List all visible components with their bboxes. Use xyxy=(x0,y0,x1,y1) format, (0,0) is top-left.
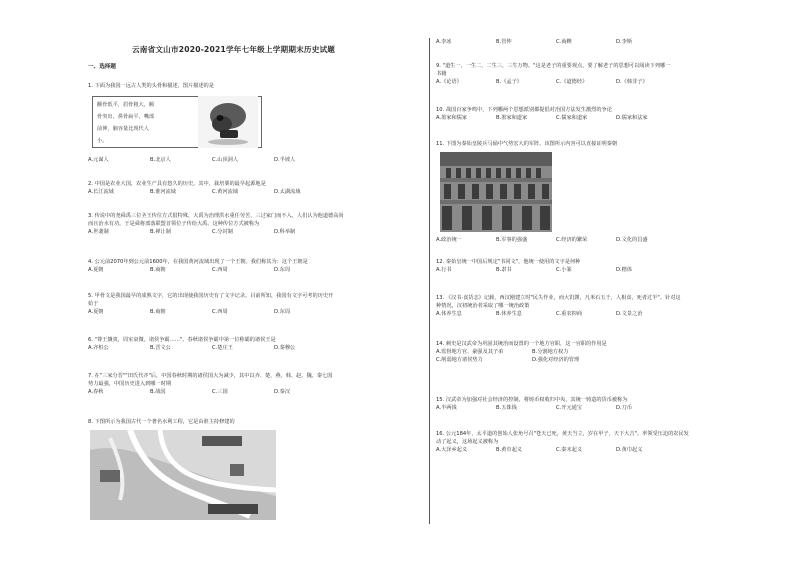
question-stem: 始于 xyxy=(88,301,99,307)
options-q7 xyxy=(88,388,336,396)
option-a[interactable]: A.齐桓公 xyxy=(88,345,109,351)
options-q9 xyxy=(436,78,676,86)
question-4 xyxy=(88,258,336,274)
option-b[interactable]: B.商朝 xyxy=(150,267,166,273)
option-b[interactable]: B.五铢钱 xyxy=(496,405,517,411)
question-12 xyxy=(436,258,676,274)
option-c[interactable]: C.秦末起义 xyxy=(556,447,583,453)
quote-line: 前伸，脑容量比现代人 xyxy=(97,126,149,132)
option-c[interactable]: C.楚庄王 xyxy=(212,345,233,351)
column-divider xyxy=(429,38,430,524)
option-a[interactable]: A.《论语》 xyxy=(436,79,462,85)
question-stem: 5. 甲骨文是我国最早的成熟文字，它的出现使我国历史有了文字记录。目前所知，我国有文字可考的历史开 xyxy=(88,293,334,299)
question-8 xyxy=(88,418,235,426)
option-a[interactable]: A.春秋 xyxy=(88,389,104,395)
options-q15 xyxy=(436,404,676,412)
option-d[interactable]: D.文化的昌盛 xyxy=(616,237,648,243)
option-c[interactable]: C.小篆 xyxy=(556,267,572,273)
question-stem: 8. 下图所示为我国古代一个著名水利工程，它是由谁主持修建的 xyxy=(88,419,235,425)
quote-line: 小。 xyxy=(97,138,108,144)
question-stem: 1. 下面为我国一远古人类的头骨和描述，图片描述的是 xyxy=(88,83,214,89)
question-stem: 12. 秦始皇统一中国后规定"书同文"，他统一使用的文字是何种 xyxy=(436,259,581,265)
option-b[interactable]: B.墨家和道家 xyxy=(496,115,528,121)
option-b[interactable]: B.分割地方权力 xyxy=(532,349,569,355)
options-q8 xyxy=(436,38,676,46)
options-q10 xyxy=(436,114,676,122)
option-a[interactable]: A.夏朝 xyxy=(88,309,104,315)
option-b[interactable]: B.黄巾起义 xyxy=(496,447,522,453)
option-d[interactable]: D.秦汉 xyxy=(274,389,291,395)
options-q12 xyxy=(436,266,676,274)
option-a[interactable]: A.政治统一 xyxy=(436,237,462,243)
question-stem: 6. "尊王攘夷，周室衰微，诸侯争霸……"。春秋诸侯争霸中第一位称霸的诸侯王是 xyxy=(88,337,276,343)
exam-title: 云南省文山市2020-2021学年七年级上学期期末历史试题 xyxy=(132,45,336,54)
option-d[interactable]: D.秦穆公 xyxy=(274,345,296,351)
question-13 xyxy=(436,294,681,318)
options-q3 xyxy=(88,228,344,236)
option-c[interactable]: C.《道德经》 xyxy=(556,79,588,85)
options-q16 xyxy=(436,446,689,454)
question-stem: 书籍 xyxy=(436,71,447,77)
options-q1 xyxy=(88,156,336,164)
question-stem: 13. 《汉书·食货志》记载，西汉刚建立时"民失作业，而大饥馑，凡米石五千，人相食，死者过半"。针对这 xyxy=(436,295,681,301)
option-c[interactable]: C.西周 xyxy=(212,267,228,273)
question-11 xyxy=(436,140,617,148)
option-b[interactable]: B.晋文公 xyxy=(150,345,171,351)
question-5 xyxy=(88,292,336,316)
option-d[interactable]: D.强化对经济的管理 xyxy=(532,357,580,363)
options-q6 xyxy=(88,344,336,352)
question-stem: 14. 刺史是汉武帝为巩固其统治而设置的一个地方官职，这一官职的作用是 xyxy=(436,341,607,347)
question-10 xyxy=(436,106,676,122)
question-16 xyxy=(436,430,689,454)
option-a[interactable]: A.行书 xyxy=(436,267,452,273)
question-14 xyxy=(436,340,628,364)
option-a[interactable]: A.世袭制 xyxy=(88,229,109,235)
question-stem: 15. 汉武帝为加强对社会经济的控制，将铸币权收归中央，其统一铸造的货币被称为 xyxy=(436,397,628,403)
question-6 xyxy=(88,336,336,352)
question-stem: 11. 下图为秦始皇陵兵马俑中气势宏大的军阵，该图所示内容可以直接证明秦朝 xyxy=(436,141,618,147)
option-c[interactable]: C.山顶洞人 xyxy=(212,157,239,163)
terracotta-army-photo xyxy=(440,152,552,232)
options-q4 xyxy=(88,266,336,274)
question-stem: 而且治水有功，于是舜将部落联盟首领位子传给大禹。这种传位方式被称为 xyxy=(88,221,260,227)
question-stem: 4. 公元前2070年到公元前1600年，在我国黄河流域出现了一个王朝。我们称其为：这个王朝是 xyxy=(88,259,308,265)
question-3 xyxy=(88,212,344,236)
question-stem: 9. "道生一，一生二，二生三，三生万物。"这是老子的重要观点。要了解老子的思想可以阅读下列哪一 xyxy=(436,63,671,69)
option-b[interactable]: B.商朝 xyxy=(150,309,166,315)
question-2 xyxy=(88,180,336,196)
option-a[interactable]: A.长江流域 xyxy=(88,189,114,195)
option-d[interactable]: D.半坡人 xyxy=(274,157,296,163)
option-d[interactable]: D.黄巾起义 xyxy=(616,447,643,453)
option-c[interactable]: C.黄河流域 xyxy=(212,189,239,195)
option-d[interactable]: D.科举制 xyxy=(274,229,296,235)
option-a[interactable]: A.大泽乡起义 xyxy=(436,447,468,453)
option-d[interactable]: D.刀币 xyxy=(616,405,633,411)
option-a[interactable]: A.休养生息 xyxy=(436,311,462,317)
option-c[interactable]: C.重农抑商 xyxy=(556,311,583,317)
question-stem: 种情况，汉初统治者采取了哪一统治政策 xyxy=(436,303,530,309)
option-a[interactable]: A.夏朝 xyxy=(88,267,104,273)
question-9 xyxy=(436,62,676,86)
option-a[interactable]: A.李冰 xyxy=(436,39,452,45)
options-q14-row1 xyxy=(436,348,628,356)
option-b[interactable]: B.北京人 xyxy=(150,157,171,163)
question-1 xyxy=(88,82,214,90)
option-d[interactable]: D.文景之治 xyxy=(616,311,643,317)
option-a[interactable]: A.监督地方官、豪强及其子弟 xyxy=(436,349,504,355)
option-b[interactable]: B.管仲 xyxy=(496,39,512,45)
question-stem: 3. 传说中的尧舜禹三位圣王传位方式很特殊，大禹为治理洪水重任劳苦，三过家门而不入，人们认为他道德高尚 xyxy=(88,213,344,219)
option-c[interactable]: C.经济的繁荣 xyxy=(556,237,588,243)
options-q14-row2 xyxy=(436,356,628,364)
option-c[interactable]: C.西周 xyxy=(212,309,228,315)
question-stem: 16. 公元184年，太平道的创始人张角号召"苍天已死，黄天当立，岁在甲子，天下大吉"。率领受压迫的农民发 xyxy=(436,431,689,437)
option-c[interactable]: C.开元通宝 xyxy=(556,405,583,411)
section-heading: 一、选择题 xyxy=(88,64,116,70)
options-q5 xyxy=(88,308,336,316)
option-d[interactable]: D.李斯 xyxy=(616,39,633,45)
question-stem: 动了起义，这场起义被称为 xyxy=(436,439,499,445)
option-d[interactable]: D.《韩非子》 xyxy=(616,79,648,85)
option-b[interactable]: B.隶书 xyxy=(496,267,512,273)
skull-photo xyxy=(198,96,258,148)
option-a[interactable]: A.墨家和儒家 xyxy=(436,115,468,121)
question-7 xyxy=(88,372,336,396)
dujiangyan-map xyxy=(90,430,276,520)
options-q2 xyxy=(88,188,336,196)
option-b[interactable]: B.《孟子》 xyxy=(496,79,522,85)
option-c[interactable]: C.商鞅 xyxy=(556,39,572,45)
option-a[interactable]: A.半两钱 xyxy=(436,405,457,411)
option-d[interactable]: D.东周 xyxy=(274,267,291,273)
question-15 xyxy=(436,396,676,412)
option-c[interactable]: C.削弱地方诸侯势力 xyxy=(436,357,483,363)
question-stem: 2. 中国是农业大国，农业生产具有悠久的历史。其中，栽培粟的最早起源地是 xyxy=(88,181,266,187)
option-d[interactable]: D.楷体 xyxy=(616,267,633,273)
option-d[interactable]: D.太湖流域 xyxy=(274,189,301,195)
options-q11 xyxy=(436,236,676,244)
question-stem: 7. 在"三家分晋""田氏代齐"后，中国春秋时期的诸侯国大为减少，其中以齐、楚、燕、韩、赵、魏、秦七国 xyxy=(88,373,333,379)
quote-line: 颧骨低平，眉骨粗大，额 xyxy=(97,102,155,108)
option-b[interactable]: B.军事的强盛 xyxy=(496,237,528,243)
option-b[interactable]: B.战国 xyxy=(150,389,166,395)
question-stem: 10. 战国百家争鸣中，下列哪两个思想派别都提倡对治国方法发生激烈的争论 xyxy=(436,107,612,113)
question-stem: 势力最强，中国历史进入到哪一时期 xyxy=(88,381,172,387)
option-b[interactable]: B.禅让制 xyxy=(150,229,171,235)
option-c[interactable]: C.儒家和道家 xyxy=(556,115,588,121)
option-d[interactable]: D.东周 xyxy=(274,309,291,315)
option-b[interactable]: B.休养生息 xyxy=(496,311,522,317)
option-d[interactable]: D.儒家和法家 xyxy=(616,115,648,121)
quote-line: 骨突出，鼻骨扁平，嘴部 xyxy=(97,114,155,120)
options-q13 xyxy=(436,310,681,318)
option-c[interactable]: C.分封制 xyxy=(212,229,233,235)
option-a[interactable]: A.元谋人 xyxy=(88,157,109,163)
option-c[interactable]: C.三国 xyxy=(212,389,228,395)
option-b[interactable]: B.淮河流域 xyxy=(150,189,176,195)
